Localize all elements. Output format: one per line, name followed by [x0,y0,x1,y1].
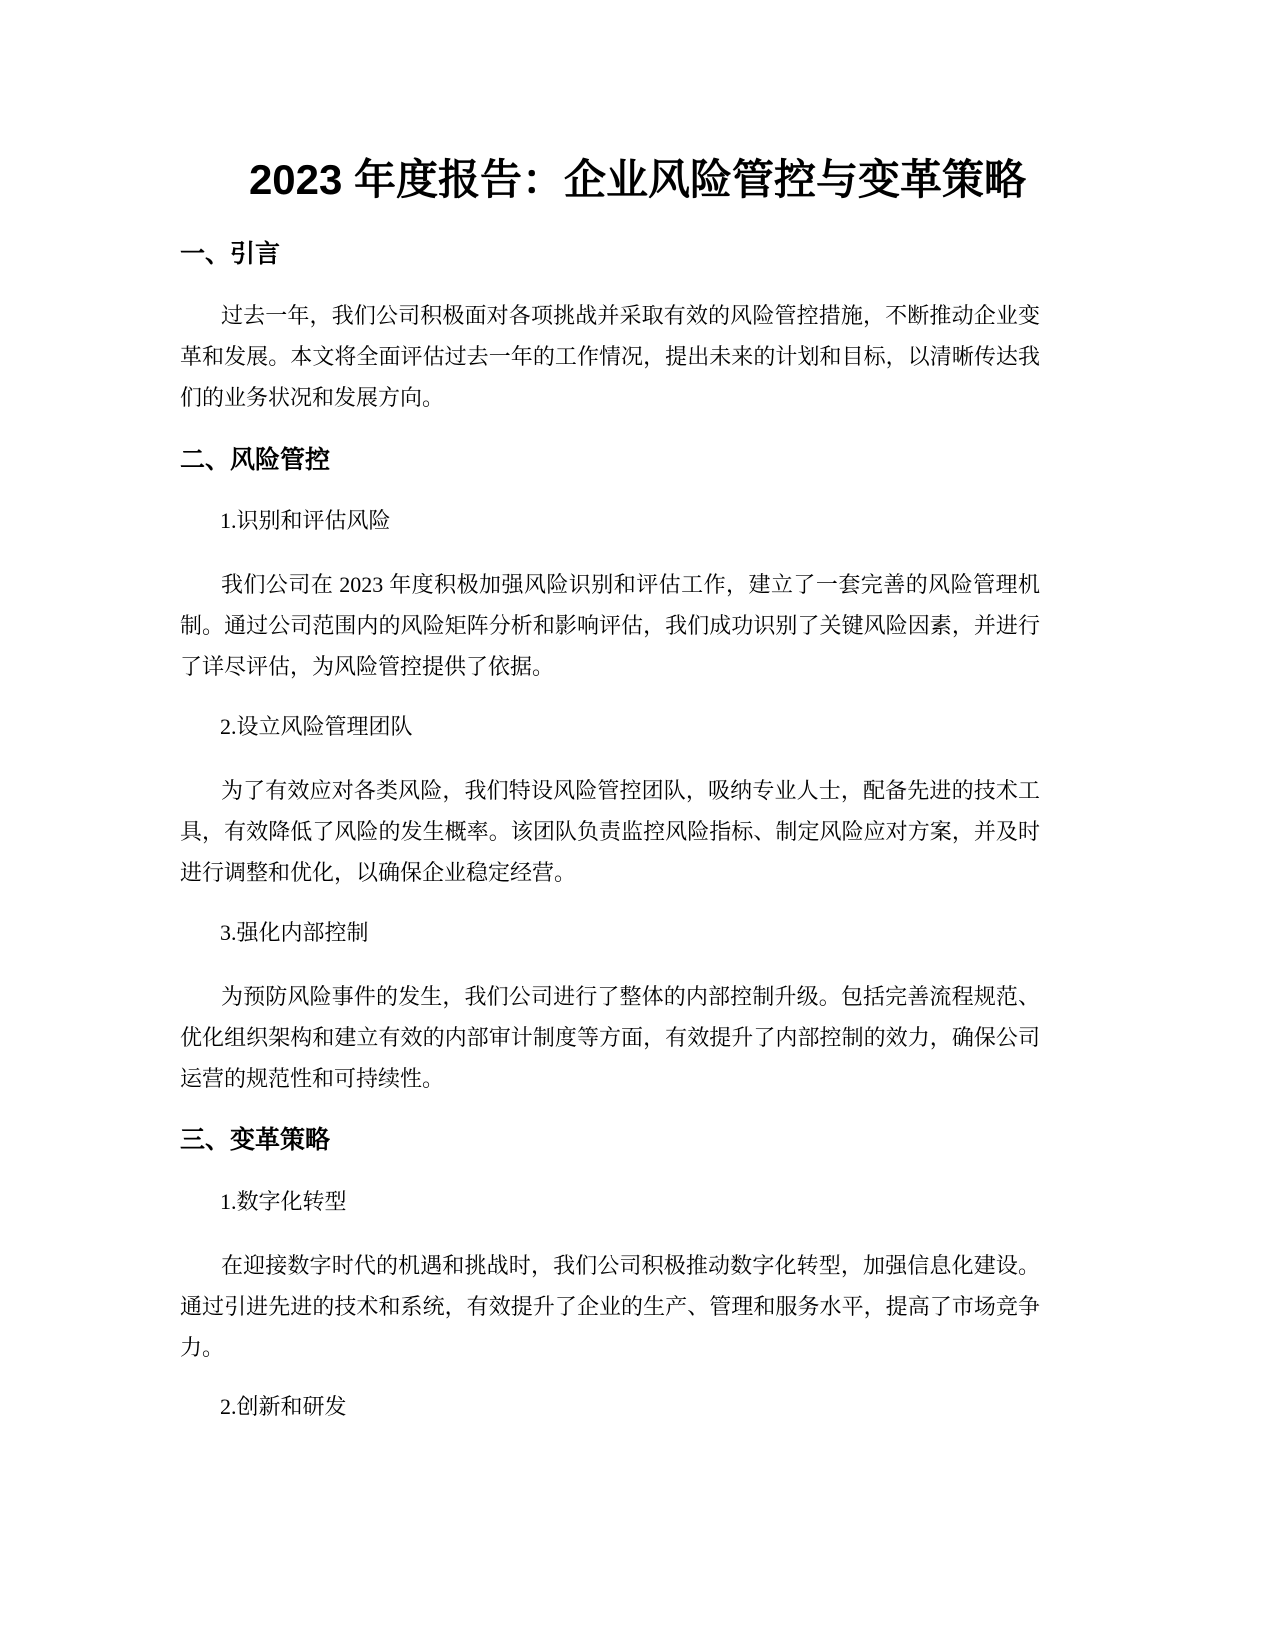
introduction-paragraph: 过去一年，我们公司积极面对各项挑战并采取有效的风险管控措施，不断推动企业变革和发展。本文将全面评估过去一年的工作情况，提出未来的计划和目标，以清晰传达我们的业务状况和发展方向。 [180,303,1040,410]
risk-identification-paragraph: 我们公司在 2023 年度积极加强风险识别和评估工作，建立了一套完善的风险管理机制。通过公司范围内的风险矩阵分析和影响评估，我们成功识别了关键风险因素，并进行了详尽评估，为风险管控提供了依据。 [180,572,1040,679]
page-title: 2023 年度报告：企业风险管控与变革策略 [248,156,1027,203]
subheading-digital-transformation: 1.数字化转型 [220,1189,347,1214]
digital-transformation-paragraph: 在迎接数字时代的机遇和挑战时，我们公司积极推动数字化转型，加强信息化建设。通过引进先进的技术和系统，有效提升了企业的生产、管理和服务水平，提高了市场竞争力。 [180,1253,1040,1360]
subheading-internal-control: 3.强化内部控制 [220,920,369,945]
section-heading-introduction: 一、引言 [180,240,281,268]
risk-team-paragraph: 为了有效应对各类风险，我们特设风险管控团队，吸纳专业人士，配备先进的技术工具，有效降低了风险的发生概率。该团队负责监控风险指标、制定风险应对方案，并及时进行调整和优化，以确保企业稳定经营。 [180,778,1040,885]
subheading-risk-identification: 1.识别和评估风险 [220,508,391,533]
subheading-innovation-rd: 2.创新和研发 [220,1394,347,1419]
section-heading-transformation: 三、变革策略 [180,1126,331,1154]
section-heading-risk-control: 二、风险管控 [180,446,331,474]
subheading-risk-team: 2.设立风险管理团队 [220,714,413,739]
internal-control-paragraph: 为预防风险事件的发生，我们公司进行了整体的内部控制升级。包括完善流程规范、优化组织架构和建立有效的内部审计制度等方面，有效提升了内部控制的效力，确保公司运营的规范性和可持续性。 [180,984,1040,1091]
